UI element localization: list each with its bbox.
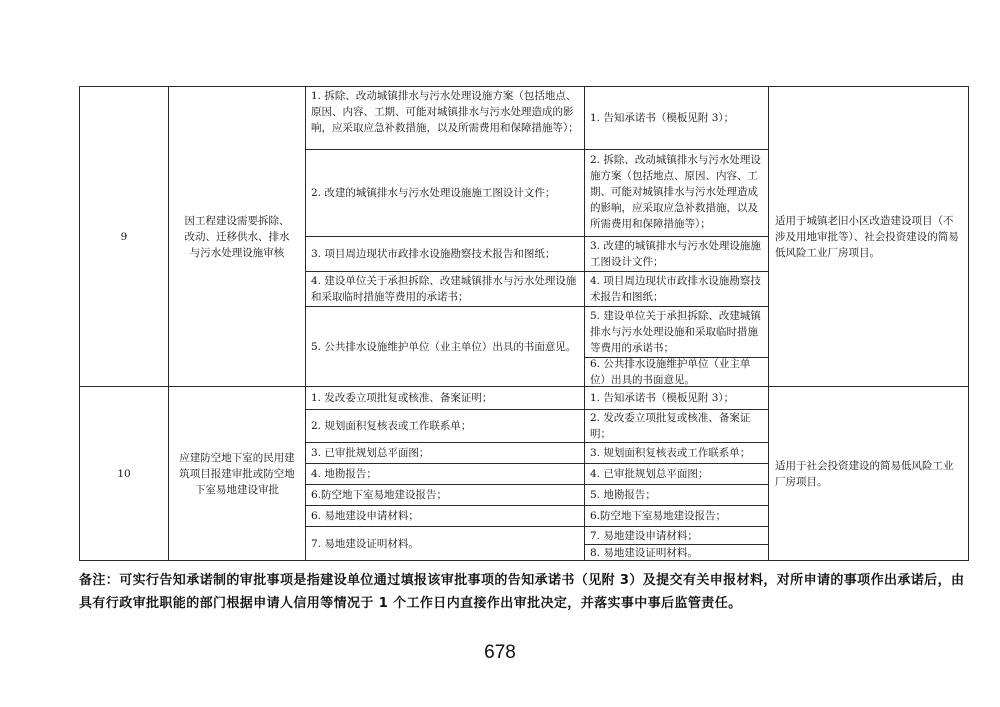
commitment-material-cell: 5. 建设单位关于承担拆除、改建城镇排水与污水处理设施和采取临时措施等费用的承诺书； — [584, 306, 769, 358]
row-number: 9 — [79, 86, 169, 387]
applicable-scope: 适用于社会投资建设的简易低风险工业厂房项目。 — [768, 386, 969, 561]
material-cell: 3. 已审批规划总平面图； — [305, 442, 585, 464]
material-cell: 1. 发改委立项批复或核准、备案证明； — [305, 386, 585, 410]
material-cell: 6. 易地建设申请材料； — [305, 505, 585, 527]
row-number: 10 — [79, 386, 169, 561]
commitment-material-cell: 2. 发改委立项批复或核准、备案证明； — [584, 409, 769, 443]
approval-item: 应建防空地下室的民用建筑项目报建审批或防空地下室易地建设审批 — [168, 386, 306, 561]
commitment-material-cell: 7. 易地建设申请材料； — [584, 526, 769, 545]
commitment-material-cell: 4. 已审批规划总平面图； — [584, 463, 769, 485]
material-cell: 4. 建设单位关于承担拆除、改建城镇排水与污水处理设施和采取临时措施等费用的承诺书； — [305, 271, 585, 307]
applicable-scope: 适用于城镇老旧小区改造建设项目（不涉及用地审批等）、社会投资建设的简易低风险工业厂房项目。 — [768, 86, 969, 387]
material-cell: 6.防空地下室易地建设报告； — [305, 484, 585, 506]
footnote-lead: 备注： — [79, 573, 120, 588]
commitment-material-cell: 6. 公共排水设施维护单位（业主单位）出具的书面意见。 — [584, 357, 769, 387]
commitment-material-cell: 1. 告知承诺书（模板见附 3）； — [584, 86, 769, 150]
commitment-material-cell: 6.防空地下室易地建设报告； — [584, 505, 769, 527]
commitment-material-cell: 3. 改建的城镇排水与污水处理设施施工图设计文件； — [584, 236, 769, 272]
material-cell: 2. 改建的城镇排水与污水处理设施施工图设计文件； — [305, 149, 585, 237]
commitment-material-cell: 3. 规划面积复核表或工作联系单； — [584, 442, 769, 464]
material-cell: 3. 项目周边现状市政排水设施勘察技术报告和图纸； — [305, 236, 585, 272]
material-cell: 2. 规划面积复核表或工作联系单； — [305, 409, 585, 443]
commitment-material-cell: 5. 地勘报告； — [584, 484, 769, 506]
footnote — [79, 569, 969, 615]
material-cell: 4. 地勘报告； — [305, 463, 585, 485]
commitment-material-cell: 8. 易地建设证明材料。 — [584, 544, 769, 561]
approval-item: 因工程建设需要拆除、改动、迁移供水、排水与污水处理设施审核 — [168, 86, 306, 387]
commitment-material-cell: 4. 项目周边现状市政排水设施勘察技术报告和图纸； — [584, 271, 769, 307]
approval-table — [79, 86, 969, 561]
page-number: 678 — [484, 642, 516, 663]
commitment-material-cell: 1. 告知承诺书（模板见附 3）； — [584, 386, 769, 410]
commitment-material-cell: 2. 拆除、改动城镇排水与污水处理设施方案（包括地点、原因、内容、工期、可能对城镇排水与污水处理造成的影响，应采取应急补救措施，以及所需费用和保障措施等）； — [584, 149, 769, 237]
footnote-text: 可实行告知承诺制的审批事项是指建设单位通过填报该审批事项的告知承诺书（见附 3）及提交有关申报材料，对所申请的事项作出承诺后，由具有行政审批职能的部门根据申请人信用等情况于 1 个工作日内直接作出审批决定，并落实事中事后监管责任。 — [79, 573, 965, 611]
material-cell: 5. 公共排水设施维护单位（业主单位）出具的书面意见。 — [305, 306, 585, 387]
material-cell: 1. 拆除、改动城镇排水与污水处理设施方案（包括地点、原因、内容、工期、可能对城镇排水与污水处理造成的影响，应采取应急补救措施，以及所需费用和保障措施等）； — [305, 86, 585, 150]
material-cell: 7. 易地建设证明材料。 — [305, 526, 585, 561]
